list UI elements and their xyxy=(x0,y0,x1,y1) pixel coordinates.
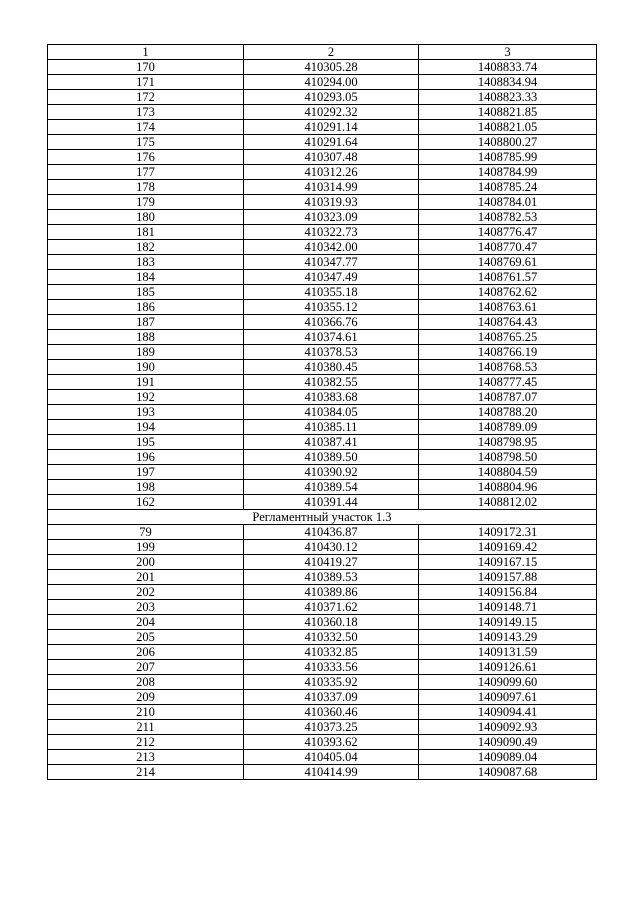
cell-point-number: 205 xyxy=(48,630,244,645)
cell-x-coordinate: 410382.55 xyxy=(244,375,419,390)
cell-x-coordinate: 410389.50 xyxy=(244,450,419,465)
cell-y-coordinate: 1408769.61 xyxy=(419,255,597,270)
table-row xyxy=(48,75,597,90)
cell-y-coordinate: 1408787.07 xyxy=(419,390,597,405)
cell-x-coordinate: 410347.49 xyxy=(244,270,419,285)
cell-point-number: 170 xyxy=(48,60,244,75)
cell-y-coordinate: 1408777.45 xyxy=(419,375,597,390)
cell-y-coordinate: 1408766.19 xyxy=(419,345,597,360)
cell-y-coordinate: 1408804.59 xyxy=(419,465,597,480)
cell-y-coordinate: 1409092.93 xyxy=(419,720,597,735)
cell-point-number: 187 xyxy=(48,315,244,330)
table-row xyxy=(48,240,597,255)
cell-y-coordinate: 1409156.84 xyxy=(419,585,597,600)
table-row xyxy=(48,120,597,135)
cell-y-coordinate: 1408765.25 xyxy=(419,330,597,345)
table-row xyxy=(48,255,597,270)
cell-y-coordinate: 1409131.59 xyxy=(419,645,597,660)
table-row xyxy=(48,720,597,735)
cell-y-coordinate: 1409089.04 xyxy=(419,750,597,765)
table-row xyxy=(48,555,597,570)
section-title: Регламентный участок 1.3 xyxy=(48,510,597,525)
cell-y-coordinate: 1408784.01 xyxy=(419,195,597,210)
table-row xyxy=(48,150,597,165)
cell-y-coordinate: 1408785.99 xyxy=(419,150,597,165)
cell-point-number: 214 xyxy=(48,765,244,780)
cell-x-coordinate: 410337.09 xyxy=(244,690,419,705)
cell-y-coordinate: 1409172.31 xyxy=(419,525,597,540)
cell-x-coordinate: 410436.87 xyxy=(244,525,419,540)
table-row xyxy=(48,690,597,705)
cell-point-number: 172 xyxy=(48,90,244,105)
table-row xyxy=(48,390,597,405)
cell-x-coordinate: 410389.54 xyxy=(244,480,419,495)
cell-x-coordinate: 410355.18 xyxy=(244,285,419,300)
cell-x-coordinate: 410391.44 xyxy=(244,495,419,510)
cell-point-number: 188 xyxy=(48,330,244,345)
table-row xyxy=(48,495,597,510)
table-row xyxy=(48,90,597,105)
cell-x-coordinate: 410292.32 xyxy=(244,105,419,120)
table-row xyxy=(48,480,597,495)
cell-x-coordinate: 410342.00 xyxy=(244,240,419,255)
header-cell-y: 3 xyxy=(419,45,597,60)
cell-y-coordinate: 1408782.53 xyxy=(419,210,597,225)
cell-y-coordinate: 1408804.96 xyxy=(419,480,597,495)
header-cell-point: 1 xyxy=(48,45,244,60)
cell-x-coordinate: 410384.05 xyxy=(244,405,419,420)
cell-point-number: 213 xyxy=(48,750,244,765)
cell-x-coordinate: 410389.53 xyxy=(244,570,419,585)
cell-point-number: 189 xyxy=(48,345,244,360)
cell-x-coordinate: 410378.53 xyxy=(244,345,419,360)
cell-y-coordinate: 1408776.47 xyxy=(419,225,597,240)
cell-x-coordinate: 410405.04 xyxy=(244,750,419,765)
cell-x-coordinate: 410383.68 xyxy=(244,390,419,405)
cell-x-coordinate: 410333.56 xyxy=(244,660,419,675)
cell-x-coordinate: 410387.41 xyxy=(244,435,419,450)
cell-x-coordinate: 410347.77 xyxy=(244,255,419,270)
cell-y-coordinate: 1408800.27 xyxy=(419,135,597,150)
cell-x-coordinate: 410293.05 xyxy=(244,90,419,105)
cell-point-number: 180 xyxy=(48,210,244,225)
cell-point-number: 195 xyxy=(48,435,244,450)
cell-point-number: 191 xyxy=(48,375,244,390)
cell-x-coordinate: 410393.62 xyxy=(244,735,419,750)
cell-x-coordinate: 410319.93 xyxy=(244,195,419,210)
cell-point-number: 210 xyxy=(48,705,244,720)
table-row xyxy=(48,360,597,375)
table-row xyxy=(48,585,597,600)
cell-point-number: 79 xyxy=(48,525,244,540)
cell-point-number: 202 xyxy=(48,585,244,600)
table-row xyxy=(48,210,597,225)
cell-y-coordinate: 1409087.68 xyxy=(419,765,597,780)
table-row xyxy=(48,615,597,630)
table-row xyxy=(48,660,597,675)
table-row xyxy=(48,270,597,285)
table-row xyxy=(48,225,597,240)
table-row xyxy=(48,630,597,645)
cell-point-number: 171 xyxy=(48,75,244,90)
cell-x-coordinate: 410314.99 xyxy=(244,180,419,195)
cell-x-coordinate: 410322.73 xyxy=(244,225,419,240)
table-row xyxy=(48,375,597,390)
table-row xyxy=(48,600,597,615)
cell-point-number: 204 xyxy=(48,615,244,630)
cell-x-coordinate: 410323.09 xyxy=(244,210,419,225)
table-row xyxy=(48,525,597,540)
cell-y-coordinate: 1408823.33 xyxy=(419,90,597,105)
cell-y-coordinate: 1408770.47 xyxy=(419,240,597,255)
table-row xyxy=(48,540,597,555)
header-cell-x: 2 xyxy=(244,45,419,60)
cell-point-number: 162 xyxy=(48,495,244,510)
cell-y-coordinate: 1409148.71 xyxy=(419,600,597,615)
cell-y-coordinate: 1408821.05 xyxy=(419,120,597,135)
cell-point-number: 199 xyxy=(48,540,244,555)
cell-y-coordinate: 1408762.62 xyxy=(419,285,597,300)
cell-x-coordinate: 410332.50 xyxy=(244,630,419,645)
cell-y-coordinate: 1408764.43 xyxy=(419,315,597,330)
coordinates-table xyxy=(47,44,597,780)
cell-x-coordinate: 410414.99 xyxy=(244,765,419,780)
cell-point-number: 184 xyxy=(48,270,244,285)
cell-point-number: 203 xyxy=(48,600,244,615)
cell-point-number: 186 xyxy=(48,300,244,315)
cell-y-coordinate: 1409169.42 xyxy=(419,540,597,555)
cell-point-number: 196 xyxy=(48,450,244,465)
cell-x-coordinate: 410305.28 xyxy=(244,60,419,75)
cell-point-number: 201 xyxy=(48,570,244,585)
cell-x-coordinate: 410390.92 xyxy=(244,465,419,480)
cell-y-coordinate: 1408798.95 xyxy=(419,435,597,450)
cell-y-coordinate: 1408785.24 xyxy=(419,180,597,195)
cell-point-number: 176 xyxy=(48,150,244,165)
table-row xyxy=(48,165,597,180)
cell-point-number: 197 xyxy=(48,465,244,480)
table-row xyxy=(48,765,597,780)
table-row xyxy=(48,345,597,360)
cell-point-number: 194 xyxy=(48,420,244,435)
cell-y-coordinate: 1409090.49 xyxy=(419,735,597,750)
cell-x-coordinate: 410360.46 xyxy=(244,705,419,720)
table-row xyxy=(48,450,597,465)
table-row xyxy=(48,105,597,120)
cell-y-coordinate: 1409167.15 xyxy=(419,555,597,570)
cell-point-number: 178 xyxy=(48,180,244,195)
cell-point-number: 183 xyxy=(48,255,244,270)
cell-y-coordinate: 1408812.02 xyxy=(419,495,597,510)
cell-point-number: 212 xyxy=(48,735,244,750)
cell-x-coordinate: 410366.76 xyxy=(244,315,419,330)
table-row xyxy=(48,195,597,210)
header-row xyxy=(48,45,597,60)
table-row xyxy=(48,330,597,345)
cell-y-coordinate: 1408784.99 xyxy=(419,165,597,180)
cell-y-coordinate: 1409143.29 xyxy=(419,630,597,645)
cell-y-coordinate: 1409149.15 xyxy=(419,615,597,630)
cell-x-coordinate: 410294.00 xyxy=(244,75,419,90)
table-row xyxy=(48,60,597,75)
cell-y-coordinate: 1409099.60 xyxy=(419,675,597,690)
cell-point-number: 200 xyxy=(48,555,244,570)
table-row xyxy=(48,405,597,420)
cell-x-coordinate: 410335.92 xyxy=(244,675,419,690)
cell-y-coordinate: 1408768.53 xyxy=(419,360,597,375)
cell-y-coordinate: 1408761.57 xyxy=(419,270,597,285)
cell-x-coordinate: 410374.61 xyxy=(244,330,419,345)
cell-x-coordinate: 410371.62 xyxy=(244,600,419,615)
cell-point-number: 174 xyxy=(48,120,244,135)
cell-point-number: 173 xyxy=(48,105,244,120)
cell-x-coordinate: 410389.86 xyxy=(244,585,419,600)
cell-point-number: 185 xyxy=(48,285,244,300)
table-row xyxy=(48,570,597,585)
table-row xyxy=(48,300,597,315)
cell-point-number: 182 xyxy=(48,240,244,255)
cell-x-coordinate: 410373.25 xyxy=(244,720,419,735)
table-row xyxy=(48,675,597,690)
cell-point-number: 198 xyxy=(48,480,244,495)
cell-point-number: 209 xyxy=(48,690,244,705)
table-row xyxy=(48,735,597,750)
table-row xyxy=(48,315,597,330)
table-row xyxy=(48,180,597,195)
cell-x-coordinate: 410312.26 xyxy=(244,165,419,180)
table-row xyxy=(48,285,597,300)
cell-x-coordinate: 410419.27 xyxy=(244,555,419,570)
table-row xyxy=(48,465,597,480)
cell-y-coordinate: 1408788.20 xyxy=(419,405,597,420)
cell-point-number: 177 xyxy=(48,165,244,180)
table-row xyxy=(48,645,597,660)
cell-point-number: 207 xyxy=(48,660,244,675)
cell-point-number: 175 xyxy=(48,135,244,150)
cell-point-number: 211 xyxy=(48,720,244,735)
cell-x-coordinate: 410291.64 xyxy=(244,135,419,150)
cell-y-coordinate: 1408798.50 xyxy=(419,450,597,465)
cell-point-number: 208 xyxy=(48,675,244,690)
table-row xyxy=(48,135,597,150)
table-row xyxy=(48,750,597,765)
cell-point-number: 193 xyxy=(48,405,244,420)
table-row xyxy=(48,435,597,450)
cell-x-coordinate: 410380.45 xyxy=(244,360,419,375)
cell-point-number: 190 xyxy=(48,360,244,375)
section-row xyxy=(48,510,597,525)
table-body xyxy=(48,60,597,780)
cell-y-coordinate: 1408763.61 xyxy=(419,300,597,315)
cell-y-coordinate: 1409097.61 xyxy=(419,690,597,705)
cell-point-number: 192 xyxy=(48,390,244,405)
cell-x-coordinate: 410355.12 xyxy=(244,300,419,315)
table-row xyxy=(48,420,597,435)
cell-x-coordinate: 410430.12 xyxy=(244,540,419,555)
cell-y-coordinate: 1408833.74 xyxy=(419,60,597,75)
cell-point-number: 206 xyxy=(48,645,244,660)
cell-y-coordinate: 1409126.61 xyxy=(419,660,597,675)
cell-x-coordinate: 410385.11 xyxy=(244,420,419,435)
coordinates-document xyxy=(47,44,596,780)
cell-x-coordinate: 410360.18 xyxy=(244,615,419,630)
cell-point-number: 181 xyxy=(48,225,244,240)
cell-y-coordinate: 1408789.09 xyxy=(419,420,597,435)
cell-y-coordinate: 1409157.88 xyxy=(419,570,597,585)
table-row xyxy=(48,705,597,720)
cell-y-coordinate: 1408834.94 xyxy=(419,75,597,90)
cell-y-coordinate: 1408821.85 xyxy=(419,105,597,120)
cell-x-coordinate: 410307.48 xyxy=(244,150,419,165)
cell-x-coordinate: 410332.85 xyxy=(244,645,419,660)
cell-x-coordinate: 410291.14 xyxy=(244,120,419,135)
cell-point-number: 179 xyxy=(48,195,244,210)
cell-y-coordinate: 1409094.41 xyxy=(419,705,597,720)
